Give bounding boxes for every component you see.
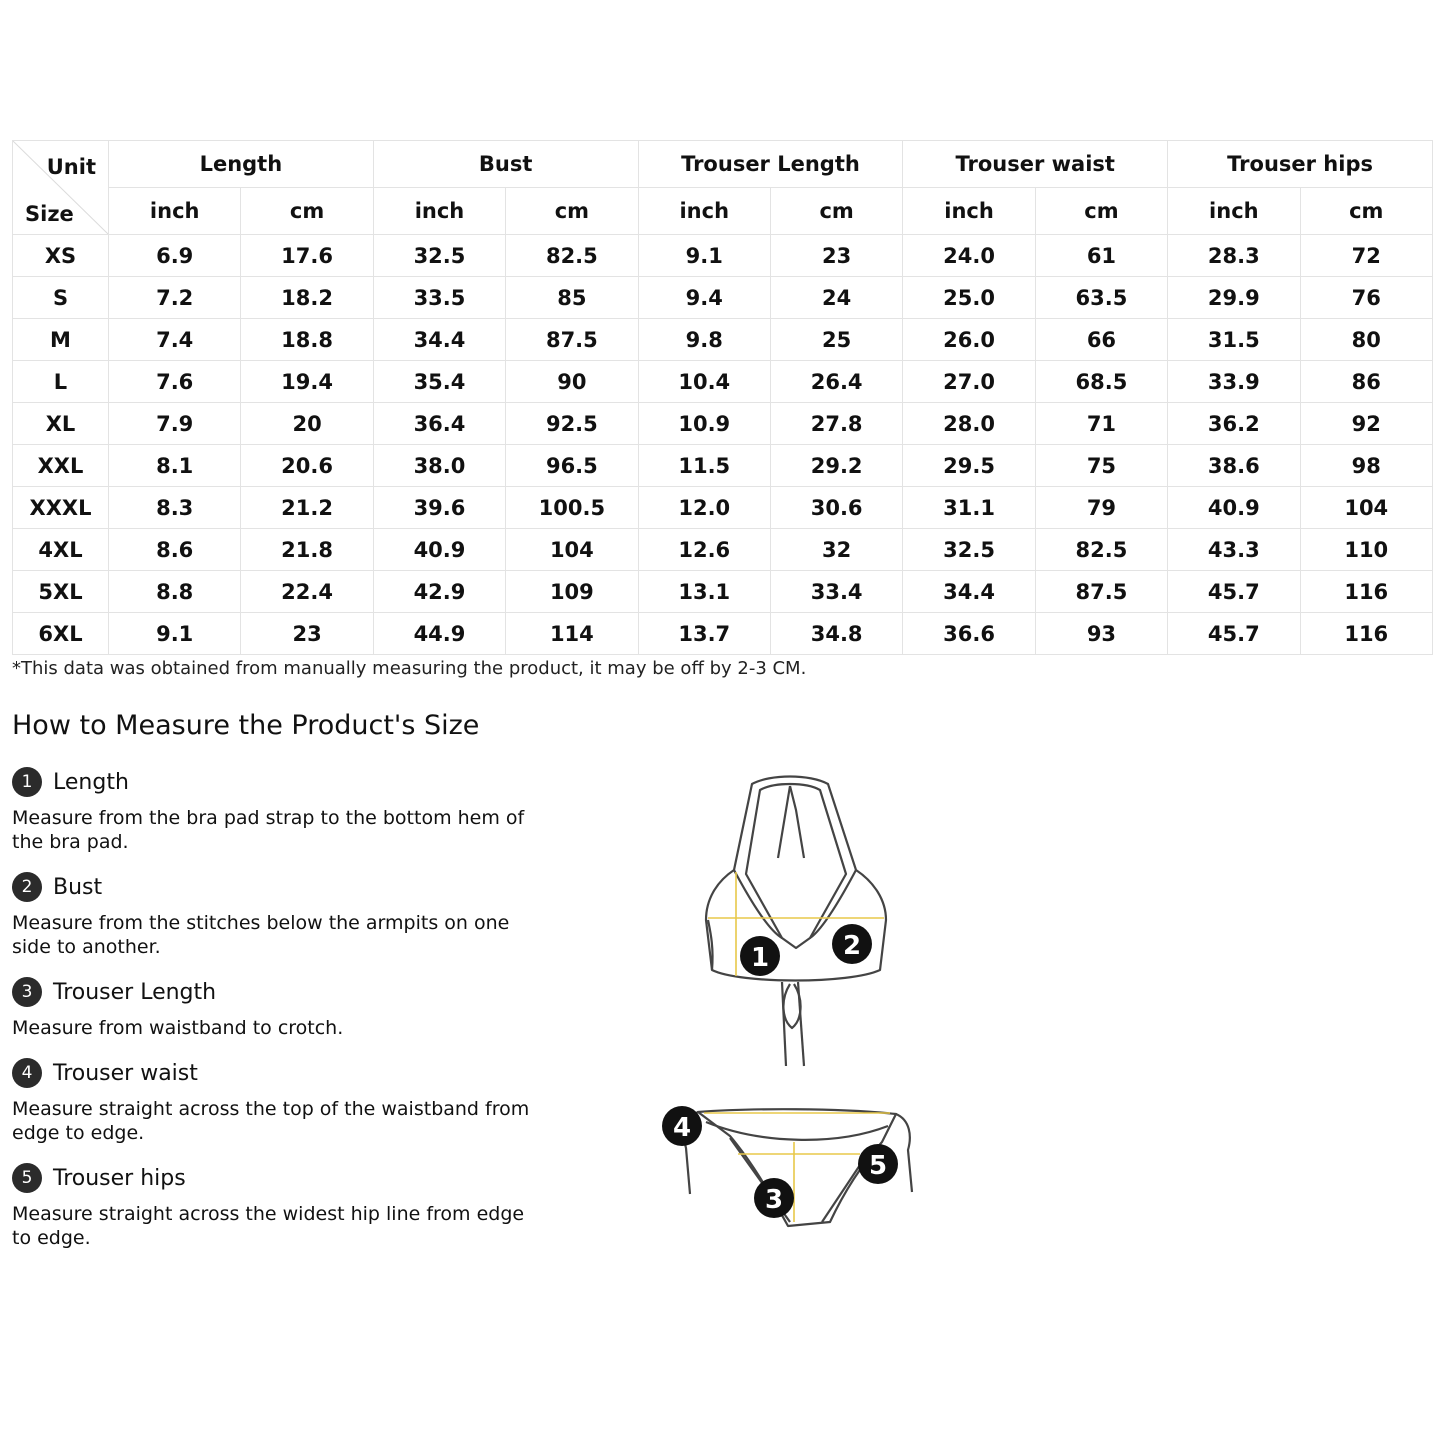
unit-header-cell: cm xyxy=(506,188,638,235)
table-cell: 40.9 xyxy=(373,529,505,571)
step-title: Trouser Length xyxy=(53,979,217,1005)
table-cell: 28.3 xyxy=(1168,235,1300,277)
table-cell: 87.5 xyxy=(506,319,638,361)
table-cell: 9.1 xyxy=(638,235,770,277)
measurement-group-row xyxy=(13,141,1433,188)
table-row xyxy=(13,613,1433,655)
table-cell: 27.0 xyxy=(903,361,1035,403)
guide-title: How to Measure the Product's Size xyxy=(12,710,480,741)
table-cell: 30.6 xyxy=(770,487,902,529)
table-cell: 9.8 xyxy=(638,319,770,361)
table-cell: 26.4 xyxy=(770,361,902,403)
unit-size-corner xyxy=(13,141,109,235)
group-header: Trouser waist xyxy=(903,141,1168,188)
step-number-badge: 2 xyxy=(12,872,42,902)
step-description: Measure from the stitches below the armpits on one side to another. xyxy=(12,912,510,958)
table-cell: 90 xyxy=(506,361,638,403)
table-cell: 40.9 xyxy=(1168,487,1300,529)
step-bust xyxy=(12,870,532,959)
table-cell: 87.5 xyxy=(1035,571,1167,613)
table-cell: 8.1 xyxy=(109,445,241,487)
figure-markers xyxy=(662,924,898,1218)
table-cell: 21.8 xyxy=(241,529,373,571)
table-cell: 66 xyxy=(1035,319,1167,361)
table-row xyxy=(13,487,1433,529)
size-chart-table xyxy=(12,140,1433,655)
measurement-footnote: *This data was obtained from manually measuring the product, it may be off by 2-3 CM. xyxy=(12,658,807,679)
table-cell: 10.9 xyxy=(638,403,770,445)
marker-5-label: 5 xyxy=(868,1151,888,1181)
table-cell: 18.2 xyxy=(241,277,373,319)
size-cell: L xyxy=(13,361,109,403)
size-header: Size xyxy=(25,202,74,226)
size-cell: XL xyxy=(13,403,109,445)
table-cell: 39.6 xyxy=(373,487,505,529)
table-cell: 8.3 xyxy=(109,487,241,529)
table-cell: 33.5 xyxy=(373,277,505,319)
table-cell: 13.7 xyxy=(638,613,770,655)
table-cell: 27.8 xyxy=(770,403,902,445)
table-cell: 86 xyxy=(1300,361,1432,403)
marker-1-label: 1 xyxy=(750,943,770,973)
size-cell: XXXL xyxy=(13,487,109,529)
table-cell: 45.7 xyxy=(1168,613,1300,655)
table-cell: 29.2 xyxy=(770,445,902,487)
table-cell: 29.5 xyxy=(903,445,1035,487)
table-cell: 45.7 xyxy=(1168,571,1300,613)
marker-4-label: 4 xyxy=(672,1113,692,1143)
table-cell: 38.6 xyxy=(1168,445,1300,487)
size-cell: S xyxy=(13,277,109,319)
unit-header-cell: cm xyxy=(770,188,902,235)
table-cell: 7.2 xyxy=(109,277,241,319)
table-cell: 13.1 xyxy=(638,571,770,613)
table-cell: 38.0 xyxy=(373,445,505,487)
table-cell: 75 xyxy=(1035,445,1167,487)
table-cell: 17.6 xyxy=(241,235,373,277)
table-cell: 34.8 xyxy=(770,613,902,655)
table-cell: 34.4 xyxy=(373,319,505,361)
unit-header-cell: cm xyxy=(1035,188,1167,235)
table-cell: 10.4 xyxy=(638,361,770,403)
table-cell: 79 xyxy=(1035,487,1167,529)
table-cell: 12.6 xyxy=(638,529,770,571)
table-cell: 100.5 xyxy=(506,487,638,529)
table-cell: 31.5 xyxy=(1168,319,1300,361)
table-cell: 61 xyxy=(1035,235,1167,277)
marker-2-label: 2 xyxy=(842,931,862,961)
table-cell: 31.1 xyxy=(903,487,1035,529)
table-cell: 36.2 xyxy=(1168,403,1300,445)
step-number-badge: 4 xyxy=(12,1058,42,1088)
table-cell: 34.4 xyxy=(903,571,1035,613)
bikini-measurement-illustration xyxy=(650,770,930,1240)
table-cell: 96.5 xyxy=(506,445,638,487)
table-cell: 25 xyxy=(770,319,902,361)
unit-header: Unit xyxy=(46,155,96,179)
table-cell: 98 xyxy=(1300,445,1432,487)
step-description: Measure from the bra pad strap to the bottom hem of the bra pad. xyxy=(12,807,525,853)
table-cell: 116 xyxy=(1300,571,1432,613)
table-cell: 7.6 xyxy=(109,361,241,403)
table-cell: 26.0 xyxy=(903,319,1035,361)
group-header: Trouser hips xyxy=(1168,141,1433,188)
group-header: Length xyxy=(109,141,374,188)
table-cell: 116 xyxy=(1300,613,1432,655)
size-cell: XXL xyxy=(13,445,109,487)
step-trouser-length xyxy=(12,975,532,1040)
size-cell: XS xyxy=(13,235,109,277)
table-row xyxy=(13,403,1433,445)
table-cell: 92.5 xyxy=(506,403,638,445)
table-cell: 82.5 xyxy=(506,235,638,277)
table-cell: 36.4 xyxy=(373,403,505,445)
unit-row xyxy=(13,188,1433,235)
step-description: Measure straight across the top of the waistband from edge to edge. xyxy=(12,1098,530,1144)
table-cell: 23 xyxy=(770,235,902,277)
step-title: Trouser hips xyxy=(53,1165,186,1191)
step-number-badge: 5 xyxy=(12,1163,42,1193)
table-cell: 43.3 xyxy=(1168,529,1300,571)
table-cell: 8.6 xyxy=(109,529,241,571)
table-cell: 82.5 xyxy=(1035,529,1167,571)
table-cell: 32.5 xyxy=(903,529,1035,571)
unit-header-cell: inch xyxy=(903,188,1035,235)
step-number-badge: 1 xyxy=(12,767,42,797)
table-cell: 18.8 xyxy=(241,319,373,361)
table-cell: 35.4 xyxy=(373,361,505,403)
table-cell: 93 xyxy=(1035,613,1167,655)
group-header: Trouser Length xyxy=(638,141,903,188)
size-rows xyxy=(13,235,1433,655)
table-cell: 109 xyxy=(506,571,638,613)
step-description: Measure straight across the widest hip line from edge to edge. xyxy=(12,1203,525,1249)
table-cell: 33.9 xyxy=(1168,361,1300,403)
table-cell: 33.4 xyxy=(770,571,902,613)
table-cell: 68.5 xyxy=(1035,361,1167,403)
table-cell: 63.5 xyxy=(1035,277,1167,319)
measurement-steps xyxy=(12,765,532,1266)
table-cell: 32 xyxy=(770,529,902,571)
table-cell: 32.5 xyxy=(373,235,505,277)
table-row xyxy=(13,235,1433,277)
unit-header-cell: inch xyxy=(1168,188,1300,235)
table-row xyxy=(13,361,1433,403)
step-title: Trouser waist xyxy=(53,1060,198,1086)
table-cell: 85 xyxy=(506,277,638,319)
marker-3-label: 3 xyxy=(764,1185,784,1215)
step-number-badge: 3 xyxy=(12,977,42,1007)
table-cell: 11.5 xyxy=(638,445,770,487)
table-cell: 20.6 xyxy=(241,445,373,487)
size-cell: 4XL xyxy=(13,529,109,571)
step-length xyxy=(12,765,532,854)
table-cell: 28.0 xyxy=(903,403,1035,445)
table-cell: 7.4 xyxy=(109,319,241,361)
step-title: Length xyxy=(53,769,129,795)
table-cell: 20 xyxy=(241,403,373,445)
table-cell: 92 xyxy=(1300,403,1432,445)
table-cell: 71 xyxy=(1035,403,1167,445)
table-cell: 9.4 xyxy=(638,277,770,319)
table-cell: 7.9 xyxy=(109,403,241,445)
unit-header-cell: cm xyxy=(1300,188,1432,235)
table-row xyxy=(13,277,1433,319)
step-title: Bust xyxy=(53,874,103,900)
table-cell: 36.6 xyxy=(903,613,1035,655)
table-cell: 24 xyxy=(770,277,902,319)
step-trouser-hips xyxy=(12,1161,532,1250)
size-cell: M xyxy=(13,319,109,361)
table-cell: 9.1 xyxy=(109,613,241,655)
table-cell: 44.9 xyxy=(373,613,505,655)
table-cell: 76 xyxy=(1300,277,1432,319)
table-cell: 21.2 xyxy=(241,487,373,529)
table-cell: 114 xyxy=(506,613,638,655)
table-row xyxy=(13,529,1433,571)
table-cell: 25.0 xyxy=(903,277,1035,319)
step-description: Measure from waistband to crotch. xyxy=(12,1017,344,1039)
size-cell: 5XL xyxy=(13,571,109,613)
table-cell: 24.0 xyxy=(903,235,1035,277)
table-cell: 110 xyxy=(1300,529,1432,571)
table-cell: 104 xyxy=(506,529,638,571)
unit-header-cell: inch xyxy=(109,188,241,235)
table-cell: 29.9 xyxy=(1168,277,1300,319)
table-cell: 22.4 xyxy=(241,571,373,613)
table-row xyxy=(13,571,1433,613)
table-row xyxy=(13,319,1433,361)
group-header: Bust xyxy=(373,141,638,188)
table-cell: 80 xyxy=(1300,319,1432,361)
table-cell: 104 xyxy=(1300,487,1432,529)
table-row xyxy=(13,445,1433,487)
bikini-top-outline xyxy=(706,777,886,1067)
table-cell: 12.0 xyxy=(638,487,770,529)
unit-header-cell: inch xyxy=(638,188,770,235)
table-cell: 6.9 xyxy=(109,235,241,277)
step-trouser-waist xyxy=(12,1056,532,1145)
table-cell: 8.8 xyxy=(109,571,241,613)
unit-header-cell: inch xyxy=(373,188,505,235)
table-cell: 42.9 xyxy=(373,571,505,613)
table-cell: 23 xyxy=(241,613,373,655)
table-cell: 72 xyxy=(1300,235,1432,277)
unit-header-cell: cm xyxy=(241,188,373,235)
size-cell: 6XL xyxy=(13,613,109,655)
table-cell: 19.4 xyxy=(241,361,373,403)
